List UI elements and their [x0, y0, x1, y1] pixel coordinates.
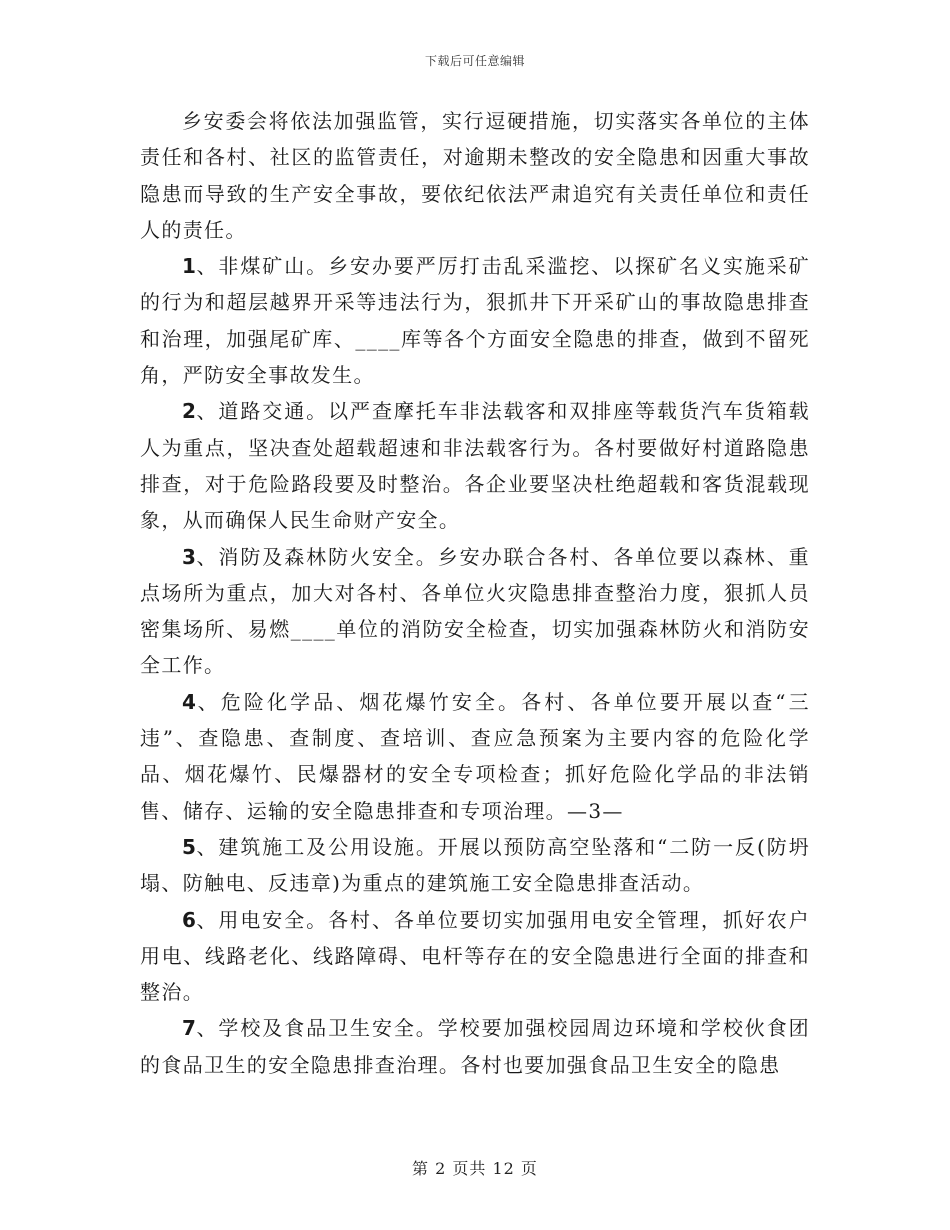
- paragraph-text: 、消防及森林防火安全。乡安办联合各村、各单位要以森林、重点场所为重点，加大对各村、各单位火灾隐患排查整治力度，狠抓人员密集场所、易燃____单位的消防安全检查，切实加强森林防火和消防安全工作。: [140, 544, 810, 678]
- paragraph-item-7: [140, 1010, 810, 1083]
- paragraph-number: 7: [182, 1016, 196, 1041]
- paragraph-number: 5: [182, 834, 196, 859]
- paragraph-text: 、非煤矿山。乡安办要严厉打击乱采滥挖、以探矿名义实施采矿的行为和超层越界开采等违法行为，狠抓井下开采矿山的事故隐患排查和治理，加强尾矿库、____库等各个方面安全隐患的排查，做到不留死角，严防安全事故发生。: [140, 254, 810, 388]
- paragraph-text: 、建筑施工及公用设施。开展以预防高空坠落和“二防一反(防坍塌、防触电、反违章)为重点的建筑施工安全隐患排查活动。: [140, 834, 810, 896]
- paragraph-item-6: [140, 902, 810, 1011]
- page-number-footer: 第 2 页共 12 页: [412, 1159, 538, 1178]
- paragraph-text: 、危险化学品、烟花爆竹安全。各村、各单位要开展以查“三违”、查隐患、查制度、查培训、查应急预案为主要内容的危险化学品、烟花爆竹、民爆器材的安全专项检查；抓好危险化学品的非法销售、储存、运输的安全隐患排查和专项治理。—3—: [140, 689, 810, 823]
- paragraph-text: 、用电安全。各村、各单位要切实加强用电安全管理，抓好农户用电、线路老化、线路障碍、电杆等存在的安全隐患进行全面的排查和整治。: [140, 907, 810, 1005]
- paragraph-number: 4: [182, 689, 196, 714]
- paragraph-item-1: [140, 248, 810, 393]
- page-header-note: 下载后可任意编辑: [424, 54, 525, 68]
- paragraph-item-3: [140, 539, 810, 684]
- paragraph-item-5: [140, 829, 810, 902]
- paragraph-number: 1: [182, 254, 196, 279]
- paragraph-number: 2: [182, 399, 196, 424]
- paragraph-text: 、道路交通。以严查摩托车非法载客和双排座等载货汽车货箱载人为重点，坚决查处超载超速和非法载客行为。各村要做好村道路隐患排查，对于危险路段要及时整治。各企业要坚决杜绝超载和客货混载现象，从而确保人民生命财产安全。: [140, 399, 810, 533]
- paragraph-item-4: [140, 684, 810, 829]
- paragraph-intro: [140, 103, 810, 248]
- paragraph-text: 、学校及食品卫生安全。学校要加强校园周边环境和学校伙食团的食品卫生的安全隐患排查治理。各村也要加强食品卫生安全的隐患: [140, 1016, 810, 1077]
- paragraph-number: 3: [182, 544, 196, 569]
- paragraph-number: 6: [182, 907, 196, 932]
- paragraph-text: 乡安委会将依法加强监管，实行逗硬措施，切实落实各单位的主体责任和各村、社区的监管责任，对逾期未整改的安全隐患和因重大事故隐患而导致的生产安全事故，要依纪依法严肃追究有关责任单位和责任人的责任。: [140, 109, 810, 242]
- paragraph-item-2: [140, 393, 810, 538]
- document-body: [140, 103, 810, 1083]
